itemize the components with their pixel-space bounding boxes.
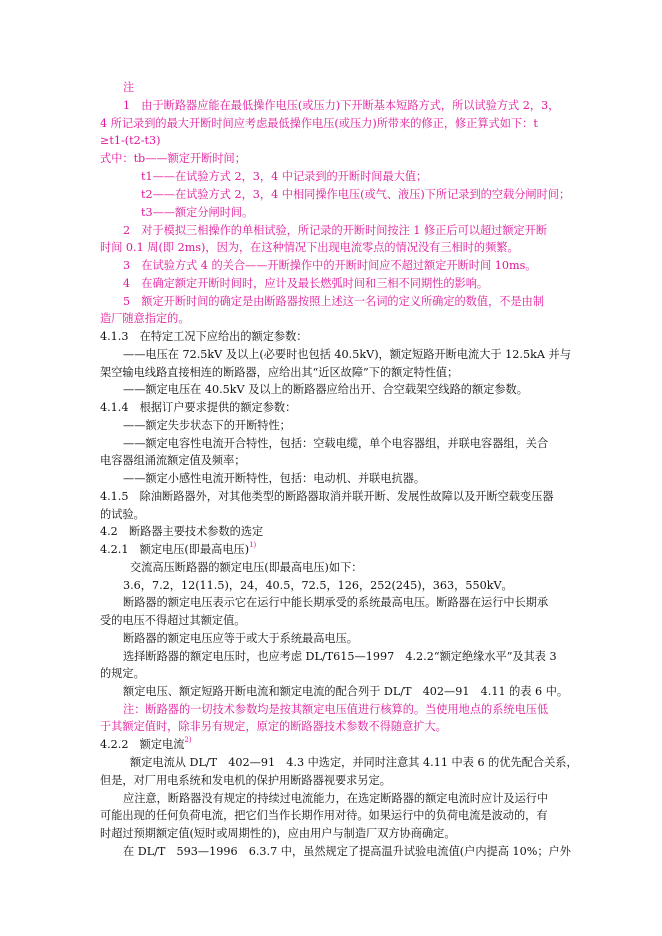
para-rated-voltage-line-2: 受的电压不得超过其额定值。 [100, 614, 246, 627]
note-2-line-2: 时间 0.1 周(即 2ms)，因为，在这种情况下出现电流零点的情况没有三相时的频繁。 [100, 241, 519, 254]
para-select-voltage-line-2: 的规定。 [100, 667, 145, 680]
formula-t2: t2——在试验方式 2，3，4 中相同操作电压(或气、液压)下所记录到的空载分闸时间； [141, 188, 571, 201]
formula-t3: t3——额定分闸时间。 [141, 206, 254, 219]
para-coordination: 额定电压、额定短路开断电流和额定电流的配合列于 DL/T 402—91 4.11 的表 6 中。 [123, 685, 569, 698]
section-4-1-4-item-2-line-1: ——额定电容性电流开合特性，包括：空载电缆，单个电容器组，并联电容器组，关合 [123, 437, 549, 450]
section-4-2-2-heading [100, 738, 192, 752]
para-rated-voltage-line-1: 断路器的额定电压表示它在运行中能长期承受的系统最高电压。断路器在运行中长期承 [123, 596, 549, 609]
section-4-2-2-title: 4.2.2 额定电流 [100, 738, 185, 751]
section-4-2-1-title: 4.2.1 额定电压(即最高电压) [100, 543, 250, 556]
para-overcurrent-line-3: 时超过预期额定值(短时或周期性的)，应由用户与制造厂双方协商确定。 [100, 827, 456, 840]
note-1-line-2: 4 所记录到的最大开断时间应考虑最低操作电压(或压力)所带来的修正，修正算式如下：t [100, 117, 538, 130]
note-1-formula: ≥t1-(t2-t3) [100, 134, 161, 147]
section-4-1-5-line-2: 的试验。 [100, 508, 145, 521]
section-4-1-4-item-2-line-2: 电容器组涌流额定值及频率； [100, 454, 246, 467]
section-4-1-3-heading: 4.1.3 在特定工况下应给出的额定参数： [100, 330, 308, 343]
footnote-mark-1: 1) [249, 541, 257, 550]
section-4-1-4-heading: 4.1.4 根据订户要求提供的额定参数： [100, 401, 297, 414]
note-1-line-1: 1 由于断路器应能在最低操作电压(或压力)下开断基本短路方式，所以试验方式 2，3， [123, 99, 560, 112]
section-4-1-3-item-2: ——额定电压在 40.5kV 及以上的断路器应给出开、合空载架空线路的额定参数。 [123, 383, 528, 396]
note-heading: 注 [123, 81, 135, 94]
formula-where-tb: 式中：tb——额定开断时间； [100, 152, 246, 165]
section-4-1-5-line-1: 4.1.5 除油断路器外，对其他类型的断路器取消并联开断、发展性故障以及开断空载变压器 [100, 490, 554, 503]
para-temperature-rise: 在 DL/T 593—1996 6.3.7 中，虽然规定了提高温升试验电流值(户内提高 10%；户外 [123, 845, 571, 858]
para-overcurrent-line-1: 应注意，断路器没有规定的持续过电流能力，在选定断路器的额定电流时应计及运行中 [123, 792, 549, 805]
note-2-line-1: 2 对于模拟三相操作的单相试验，所记录的开断时间按注 1 修正后可以超过额定开断 [123, 224, 548, 237]
note-5-line-1: 5 额定开断时间的确定是由断路器按照上述这一名词的定义所确定的数值，不是由制 [123, 295, 545, 308]
formula-t1: t1——在试验方式 2，3，4 中记录到的开断时间最大值； [141, 170, 428, 183]
section-4-1-3-item-1-line-2: 架空输电线路直接相连的断路器，应给出其“近区故障”下的额定特性值； [100, 366, 459, 379]
rated-voltage-intro: 交流高压断路器的额定电压(即最高电压)如下： [130, 561, 363, 574]
section-4-1-4-item-3: ——额定小感性电流开断特性，包括：电动机、并联电抗器。 [123, 472, 426, 485]
para-overcurrent-line-2: 可能出现的任何负荷电流，把它们当作长期作用对待。如果运行中的负荷电流是波动的，有 [100, 809, 548, 822]
note-3: 3 在试验方式 4 的关合——开断操作中的开断时间应不超过额定开断时间 10ms。 [123, 259, 537, 272]
section-4-1-4-item-1: ——额定失步状态下的开断特性； [123, 419, 291, 432]
section-4-2-heading: 4.2 断路器主要技术参数的选定 [100, 525, 264, 538]
note-voltage-line-1: 注：断路器的一切技术参数均是按其额定电压值进行核算的。当使用地点的系统电压低 [123, 703, 549, 716]
section-4-2-1-heading [100, 543, 256, 557]
para-rated-current-line-2: 但是，对厂用电系统和发电机的保护用断路器视要求另定。 [100, 774, 391, 787]
rated-voltage-values: 3.6，7.2，12(11.5)，24，40.5，72.5，126，252(245)，363，550kV。 [123, 579, 513, 592]
note-4: 4 在确定额定开断时间时，应计及最长燃弧时间和三相不同期性的影响。 [123, 277, 489, 290]
note-5-line-2: 造厂随意指定的。 [100, 312, 190, 325]
para-select-voltage-line-1: 选择断路器的额定电压时，也应考虑 DL/T615—1997 4.2.2“额定绝缘水平”及其表 3 [123, 650, 557, 663]
para-rated-voltage-system: 断路器的额定电压应等于或大于系统最高电压。 [123, 632, 358, 645]
footnote-mark-2: 2) [184, 736, 192, 745]
para-rated-current-line-1: 额定电流从 DL/T 402—91 4.3 中选定，并同时注意其 4.11 中表 6 的优先配合关系， [130, 756, 578, 769]
note-voltage-line-2: 于其额定值时，除非另有规定，原定的断路器技术参数不得随意扩大。 [100, 720, 447, 733]
section-4-1-3-item-1-line-1: ——电压在 72.5kV 及以上(必要时也包括 40.5kV)，额定短路开断电流大于 12.5kA 并与 [123, 348, 571, 361]
